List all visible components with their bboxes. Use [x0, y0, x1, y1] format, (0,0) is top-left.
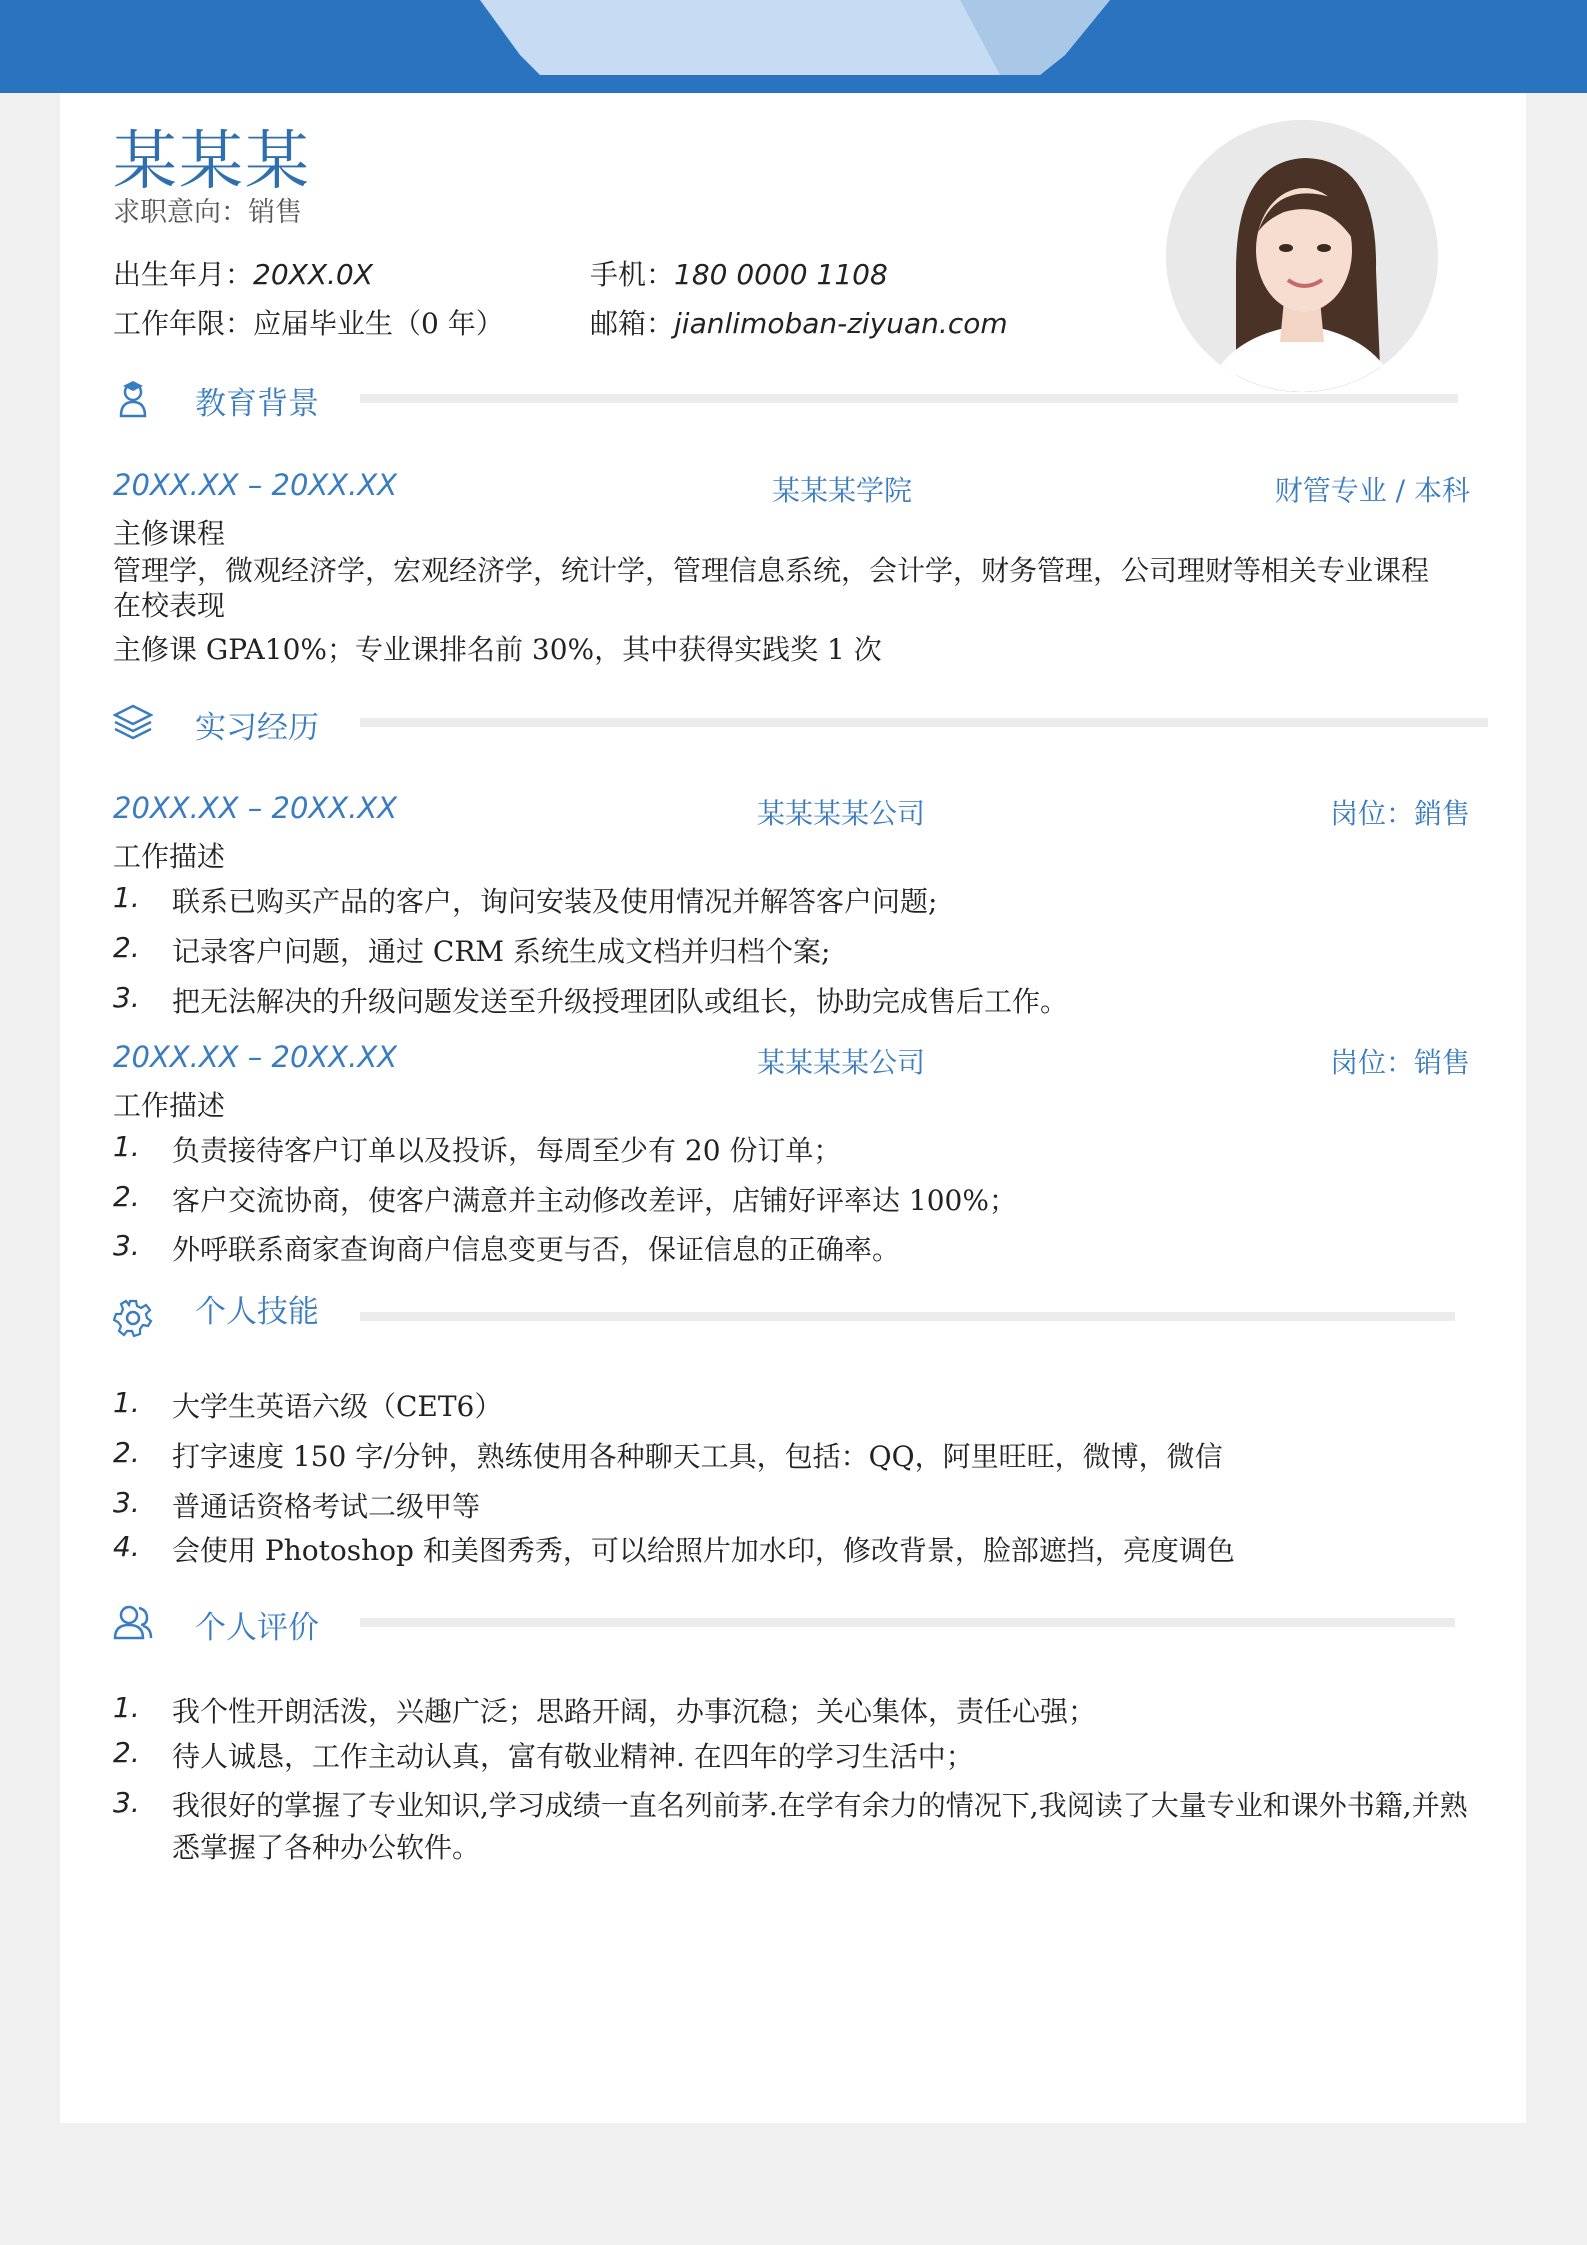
- list-number: 1.: [113, 1691, 140, 1724]
- section-divider: [360, 1312, 1455, 1321]
- phone-value: 180 0000 1108: [674, 258, 888, 291]
- skill-item: 普通话资格考试二级甲等: [172, 1490, 481, 1523]
- birth-label: 出生年月：: [113, 258, 254, 291]
- job-duty-item: 记录客户问题，通过 CRM 系统生成文档并归档个案;: [172, 935, 831, 968]
- list-number: 1.: [113, 881, 140, 914]
- job-position: 岗位：销售: [1329, 1046, 1470, 1079]
- list-number: 1.: [113, 1386, 140, 1419]
- layers-icon: [113, 702, 153, 742]
- gear-icon: [113, 1298, 153, 1338]
- list-number: 1.: [113, 1130, 140, 1163]
- list-number: 3.: [113, 1486, 140, 1519]
- section-divider: [360, 394, 1458, 403]
- evaluation-item: 待人诚恳，工作主动认真，富有敬业精神. 在四年的学习生活中；: [172, 1740, 974, 1773]
- performance-text: 主修课 GPA10%；专业课排名前 30%，其中获得实践奖 1 次: [113, 633, 882, 666]
- section-title-skills: 个人技能: [195, 1294, 319, 1330]
- skill-item: 大学生英语六级（CET6）: [172, 1390, 503, 1423]
- skill-item: 会使用 Photoshop 和美图秀秀，可以给照片加水印，修改背景，脸部遮挡，亮度调色: [172, 1534, 1235, 1567]
- candidate-name: 某某某: [113, 125, 311, 199]
- list-number: 2.: [113, 1736, 140, 1769]
- list-number: 3.: [113, 981, 140, 1014]
- job-date: 20XX.XX – 20XX.XX: [113, 791, 398, 825]
- section-divider: [360, 1618, 1455, 1627]
- performance-label: 在校表现: [113, 589, 226, 622]
- years-label: 工作年限：: [113, 307, 254, 340]
- years-row: [113, 302, 504, 342]
- list-number: 2.: [113, 1180, 140, 1213]
- list-number: 2.: [113, 1436, 140, 1469]
- job-desc-label: 工作描述: [113, 840, 226, 873]
- section-title-internship: 实习经历: [195, 710, 319, 746]
- graduate-icon: [113, 378, 153, 418]
- section-title-education: 教育背景: [195, 386, 319, 422]
- edu-school: 某某某学院: [772, 474, 913, 507]
- edu-date: 20XX.XX – 20XX.XX: [113, 468, 398, 502]
- phone-label: 手机：: [590, 258, 675, 291]
- profile-photo: [1166, 120, 1438, 392]
- list-number: 3.: [113, 1786, 140, 1819]
- email-value: jianlimoban-ziyuan.com: [674, 307, 1008, 340]
- list-number: 3.: [113, 1229, 140, 1262]
- years-value: 应届毕业生（0 年）: [253, 307, 504, 340]
- birth-value: 20XX.0X: [253, 258, 373, 291]
- section-title-evaluation: 个人评价: [195, 1610, 319, 1646]
- skill-item: 打字速度 150 字/分钟，熟练使用各种聊天工具，包括：QQ，阿里旺旺，微博，微信: [172, 1440, 1223, 1473]
- job-desc-label: 工作描述: [113, 1089, 226, 1122]
- email-label: 邮箱：: [590, 307, 675, 340]
- list-number: 4.: [113, 1530, 140, 1563]
- person-icon: [113, 1602, 153, 1642]
- job-company: 某某某某公司: [757, 797, 926, 830]
- job-duty-item: 负责接待客户订单以及投诉，每周至少有 20 份订单；: [172, 1134, 842, 1167]
- email-row: [590, 302, 1008, 342]
- evaluation-item: 我个性开朗活泼，兴趣广泛；思路开阔，办事沉稳；关心集体，责任心强；: [172, 1695, 1097, 1728]
- phone-row: [590, 253, 888, 293]
- evaluation-item: 我很好的掌握了专业知识,学习成绩一直名列前茅.在学有余力的情况下,我阅读了大量专业和课外书籍,并熟悉掌握了各种办公软件。: [172, 1789, 1468, 1864]
- courses-text: 管理学，微观经济学，宏观经济学，统计学，管理信息系统，会计学，财务管理，公司理财等相关专业课程: [113, 554, 1430, 587]
- list-number: 2.: [113, 931, 140, 964]
- job-company: 某某某某公司: [757, 1046, 926, 1079]
- job-duty-item: 外呼联系商家查询商户信息变更与否，保证信息的正确率。: [172, 1233, 901, 1266]
- job-duty-item: 客户交流协商，使客户满意并主动修改差评，店铺好评率达 100%；: [172, 1184, 1017, 1217]
- header-notch-decoration: [480, 0, 1110, 75]
- job-date: 20XX.XX – 20XX.XX: [113, 1040, 398, 1074]
- job-duty-item: 联系已购买产品的客户，询问安装及使用情况并解答客户问题;: [172, 885, 938, 918]
- job-duty-item: 把无法解决的升级问题发送至升级授理团队或组长，协助完成售后工作。: [172, 985, 1069, 1018]
- job-position: 岗位：銷售: [1329, 797, 1470, 830]
- section-divider: [360, 718, 1488, 727]
- courses-label: 主修课程: [113, 517, 226, 550]
- birth-row: [113, 253, 373, 293]
- edu-major: 财管专业 / 本科: [1274, 474, 1470, 507]
- job-intent: 求职意向：销售: [113, 197, 302, 228]
